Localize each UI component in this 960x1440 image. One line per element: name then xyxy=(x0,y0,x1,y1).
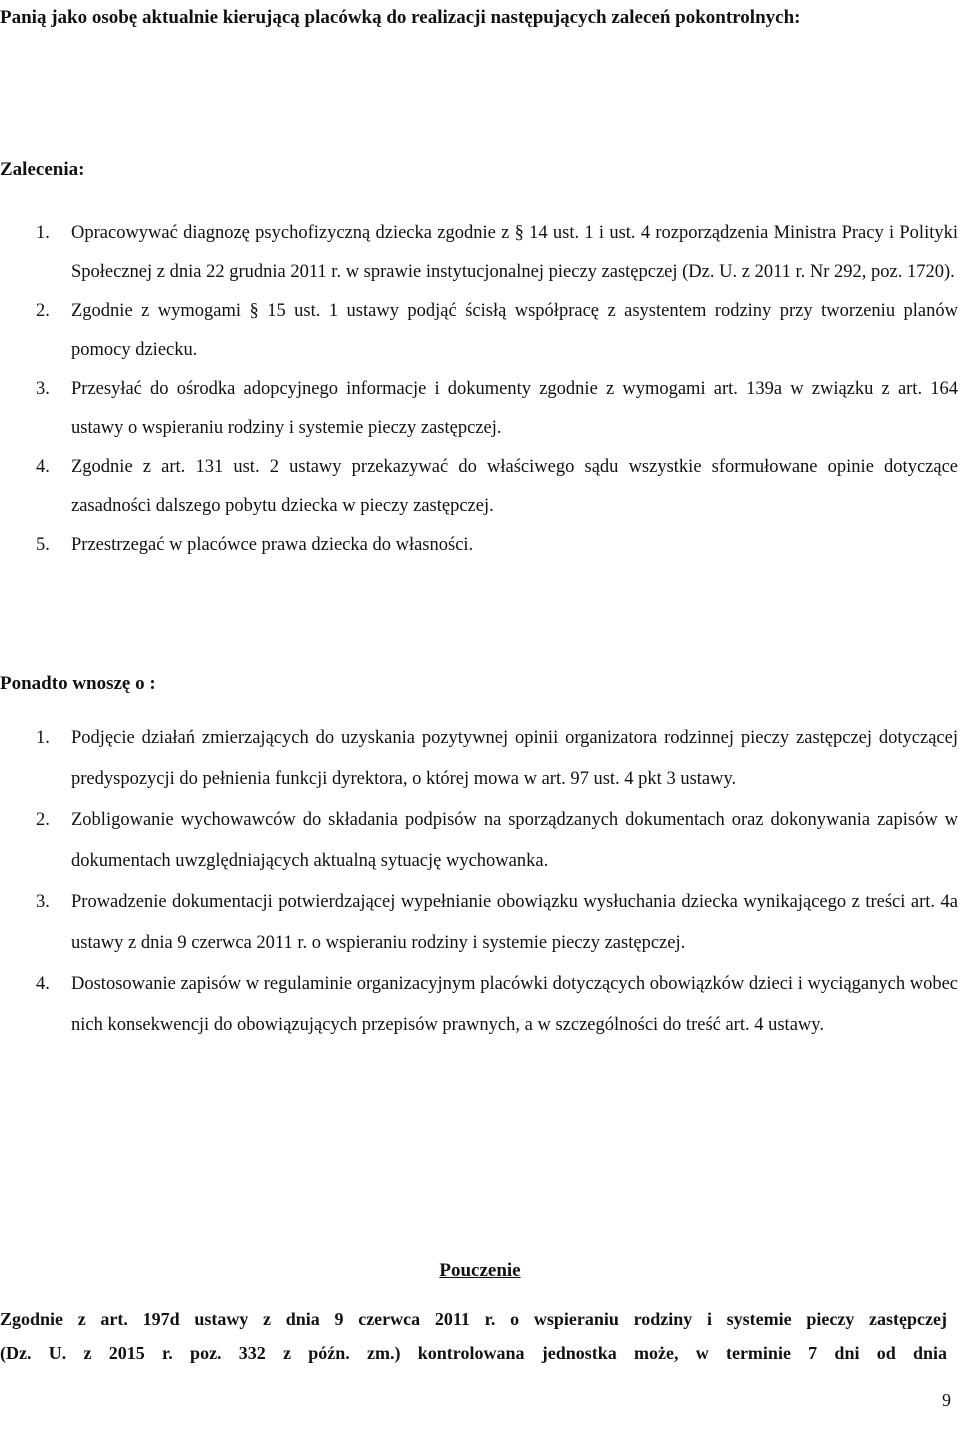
item-number: 2. xyxy=(36,810,50,830)
request-item xyxy=(0,964,958,1046)
legal-line: (Dz. U. z 2015 r. poz. 332 z późn. zm.) kontrolowana jednostka może, w terminie 7 dni od dnia xyxy=(0,1343,947,1363)
recommendation-item xyxy=(0,292,958,370)
request-item xyxy=(0,882,958,964)
item-text: Dostosowanie zapisów w regulaminie organizacyjnym placówki dotyczących obowiązków dzieci i wyciąganych wobec nich konsekwencji do obowiązujących przepisów prawnych, a w szczególności do treść art. 4 ustawy. xyxy=(71,974,958,1035)
recommendations-list xyxy=(0,214,958,565)
legal-line: Zgodnie z art. 197d ustawy z dnia 9 czerwca 2011 r. o wspieraniu rodziny i systemie pieczy zastępczej xyxy=(0,1309,947,1329)
item-number: 2. xyxy=(36,301,50,321)
item-text: Przestrzegać w placówce prawa dziecka do własności. xyxy=(71,535,474,555)
item-text: Prowadzenie dokumentacji potwierdzającej wypełnianie obowiązku wysłuchania dziecka wynikającego z treści art. 4a ustawy z dnia 9 czerwca 2011 r. o wspieraniu rodziny i systemie pieczy zastępczej. xyxy=(71,892,958,953)
requests-list xyxy=(0,718,958,1046)
item-number: 1. xyxy=(36,223,50,243)
lesson-heading: Pouczenie xyxy=(439,1260,521,1281)
recommendations-heading: Zalecenia: xyxy=(0,159,85,180)
requests-heading: Ponadto wnoszę o : xyxy=(0,673,156,694)
item-text: Opracowywać diagnozę psychofizyczną dziecka zgodnie z § 14 ust. 1 i ust. 4 rozporządzenia Ministra Pracy i Polityki Społecznej z dnia 22 grudnia 2011 r. w sprawie instytucjonalnej pieczy zastępczej (Dz. U. z 2011 r. Nr 292, poz. 1720). xyxy=(71,223,958,282)
item-text: Zobligowanie wychowawców do składania podpisów na sporządzanych dokumentach oraz dokonywania zapisów w dokumentach uwzględniających aktualną sytuację wychowanka. xyxy=(71,810,958,871)
legal-notice xyxy=(0,1302,947,1370)
item-number: 1. xyxy=(36,728,50,748)
recommendation-item xyxy=(0,214,958,292)
recommendation-item xyxy=(0,448,958,526)
item-number: 3. xyxy=(36,379,50,399)
recommendation-item xyxy=(0,526,958,565)
item-number: 4. xyxy=(36,974,50,994)
request-item xyxy=(0,718,958,800)
item-text: Przesyłać do ośrodka adopcyjnego informacje i dokumenty zgodnie z wymogami art. 139a w związku z art. 164 ustawy o wspieraniu rodziny i systemie pieczy zastępczej. xyxy=(71,379,958,438)
item-text: Zgodnie z art. 131 ust. 2 ustawy przekazywać do właściwego sądu wszystkie sformułowane opinie dotyczące zasadności dalszego pobytu dziecka w pieczy zastępczej. xyxy=(71,457,958,516)
item-number: 5. xyxy=(36,535,50,555)
request-item xyxy=(0,800,958,882)
recommendation-item xyxy=(0,370,958,448)
item-number: 3. xyxy=(36,892,50,912)
page-number: 9 xyxy=(942,1390,951,1410)
item-text: Zgodnie z wymogami § 15 ust. 1 ustawy podjąć ścisłą współpracę z asystentem rodziny przy tworzeniu planów pomocy dziecku. xyxy=(71,301,958,360)
item-text: Podjęcie działań zmierzających do uzyskania pozytywnej opinii organizatora rodzinnej pieczy zastępczej dotyczącej predyspozycji do pełnienia funkcji dyrektora, o której mowa w art. 97 ust. 4 pkt 3 ustawy. xyxy=(71,728,958,789)
item-number: 4. xyxy=(36,457,50,477)
intro-paragraph: Panią jako osobę aktualnie kierującą placówką do realizacji następujących zaleceń pokontrolnych: xyxy=(0,7,801,28)
